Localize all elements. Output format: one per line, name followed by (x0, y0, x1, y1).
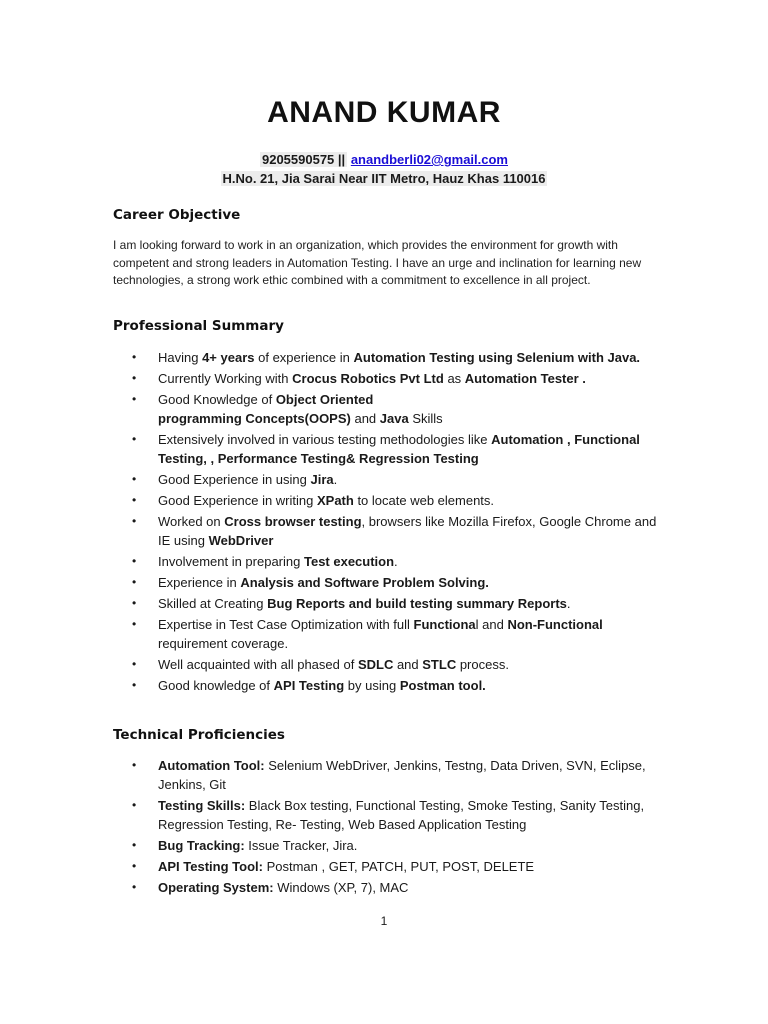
summary-item (113, 512, 658, 550)
summary-item-text: Expertise in Test Case Optimization with full (158, 617, 414, 632)
summary-item-text: requirement coverage. (158, 636, 289, 651)
summary-item-text: Analysis and Software Problem Solving. (240, 575, 489, 590)
summary-item (113, 573, 658, 592)
summary-item-text: Extensively involved in various testing methodologies like (158, 432, 492, 447)
summary-item-text: Functional Testing, , Performance Testing& Regression Testing (158, 432, 640, 466)
summary-item-text: Automation Testing using Selenium with Java. (353, 350, 641, 365)
tech-item (113, 756, 658, 794)
bullet-icon: • (132, 678, 137, 692)
professional-summary-list (113, 348, 658, 697)
bullet-icon: • (132, 838, 137, 852)
summary-item-text: Functiona (413, 617, 476, 632)
tech-item-text: Windows (XP, 7), MAC (273, 880, 409, 895)
summary-item-text: API Testing (273, 678, 345, 693)
summary-item-text: and (350, 411, 380, 426)
summary-item-text: Test execution (303, 554, 395, 569)
summary-item-text: SDLC (357, 657, 394, 672)
summary-item-text: 4+ years (202, 350, 255, 365)
summary-item-text: Skilled at Creating (158, 596, 268, 611)
summary-item-text: Good Experience in using (158, 472, 311, 487)
summary-item-text: Having (158, 350, 203, 365)
summary-item-text: . (394, 554, 398, 569)
summary-item (113, 594, 658, 613)
tech-item-text: Postman , GET, PATCH, PUT, POST, DELETE (262, 859, 535, 874)
summary-item (113, 369, 658, 388)
summary-item-text: Currently Working with (158, 371, 293, 386)
tech-item (113, 857, 658, 876)
summary-item-text: STLC (422, 657, 457, 672)
tech-item-text: API Testing Tool: (158, 859, 263, 874)
bullet-icon: • (132, 575, 137, 589)
career-objective-text: I am looking forward to work in an organization, which provides the environment for growth with competent and strong leaders in Automation Testing. I have an urge and inclination for learning new technologies, a strong work ethic combined with a commitment to excellence in all project. (113, 238, 642, 287)
bullet-icon: • (132, 472, 137, 486)
summary-item-text: Cross browser testing (224, 514, 362, 529)
bullet-icon: • (132, 758, 137, 772)
candidate-name: ANAND KUMAR (267, 96, 501, 129)
summary-item-text: Automation Tester . (464, 371, 586, 386)
summary-item-text: Automation , (491, 432, 571, 447)
summary-item-text: as (443, 371, 465, 386)
tech-item (113, 796, 658, 834)
summary-item-text: of experience in (254, 350, 354, 365)
tech-item (113, 836, 658, 855)
summary-item (113, 615, 658, 653)
contact-address: H.No. 21, Jia Sarai Near IIT Metro, Hauz Khas 110016 (222, 171, 546, 186)
summary-item (113, 491, 658, 510)
tech-item-text: Selenium WebDriver, Jenkins, Testng, Data Driven, SVN, Eclipse, Jenkins, Git (158, 758, 646, 792)
contact-phone: 9205590575 (261, 152, 335, 167)
bullet-icon: • (132, 371, 137, 385)
summary-item-text: Good Experience in writing (158, 493, 317, 508)
summary-item-text: Object Oriented (275, 392, 374, 407)
bullet-icon: • (132, 514, 137, 528)
summary-item-text: l and (475, 617, 508, 632)
page-number: 1 (380, 914, 388, 928)
bullet-icon: • (132, 617, 137, 631)
summary-item-text: Involvement in preparing (158, 554, 304, 569)
contact-email-link[interactable]: anandberli02@gmail.com (350, 152, 508, 167)
summary-item-text: and (393, 657, 423, 672)
technical-proficiencies-list (113, 756, 658, 899)
summary-item-text: Well acquainted with all phased of (158, 657, 358, 672)
summary-item (113, 676, 658, 695)
tech-item-text: Black Box testing, Functional Testing, Smoke Testing, Sanity Testing, Regression Testing, Re- Testing, Web Based Application Testing (158, 798, 645, 832)
summary-item-text: Postman tool. (399, 678, 486, 693)
contact-line-1 (0, 150, 768, 169)
summary-item-text: , browsers like Mozilla Firefox, Google Chrome and IE using (158, 514, 657, 548)
summary-item-text: process. (456, 657, 509, 672)
tech-item-text: Automation Tool: (158, 758, 265, 773)
summary-item (113, 655, 658, 674)
bullet-icon: • (132, 657, 137, 671)
summary-item-text: Skills (408, 411, 443, 426)
summary-item-text: Good Knowledge of (158, 392, 276, 407)
summary-item (113, 430, 658, 468)
bullet-icon: • (132, 596, 137, 610)
summary-item-text: Java (379, 411, 409, 426)
summary-item-text: Worked on (158, 514, 225, 529)
summary-item-text: . (566, 596, 571, 611)
tech-item-text: Bug Tracking: (158, 838, 245, 853)
bullet-icon: • (132, 880, 137, 894)
summary-item-text: to locate web elements. (353, 493, 495, 508)
bullet-icon: • (132, 859, 137, 873)
tech-item-text: Issue Tracker, Jira. (244, 838, 358, 853)
career-objective-heading: Career Objective (113, 207, 241, 223)
tech-item-text: Testing Skills: (158, 798, 246, 813)
summary-item-text: Jira (310, 472, 334, 487)
summary-item-text: WebDriver (208, 533, 274, 548)
bullet-icon: • (132, 798, 137, 812)
bullet-icon: • (132, 554, 137, 568)
professional-summary-heading: Professional Summary (113, 318, 284, 334)
summary-item-text: programming Concepts(OOPS) (158, 411, 351, 426)
contact-phone-wrap (260, 152, 347, 167)
summary-item-text: Crocus Robotics Pvt Ltd (292, 371, 444, 386)
bullet-icon: • (132, 350, 137, 364)
bullet-icon: • (132, 493, 137, 507)
summary-item (113, 470, 658, 489)
summary-item-text: by using (344, 678, 400, 693)
summary-item-text: XPath (316, 493, 354, 508)
summary-item-text: Experience in (158, 575, 241, 590)
tech-item (113, 878, 658, 897)
summary-item (113, 390, 658, 428)
technical-proficiencies-heading: Technical Proficiencies (113, 727, 285, 743)
summary-item-text: Non-Functional (507, 617, 603, 632)
summary-item-text: Bug Reports and build testing summary Reports (267, 596, 567, 611)
summary-item-text: Good knowledge of (158, 678, 274, 693)
contact-block (0, 150, 768, 188)
summary-item (113, 348, 658, 367)
summary-item (113, 552, 658, 571)
summary-item-text: . (333, 472, 338, 487)
bullet-icon: • (132, 392, 137, 406)
contact-separator: || (337, 152, 346, 167)
tech-item-text: Operating System: (158, 880, 274, 895)
bullet-icon: • (132, 432, 137, 446)
